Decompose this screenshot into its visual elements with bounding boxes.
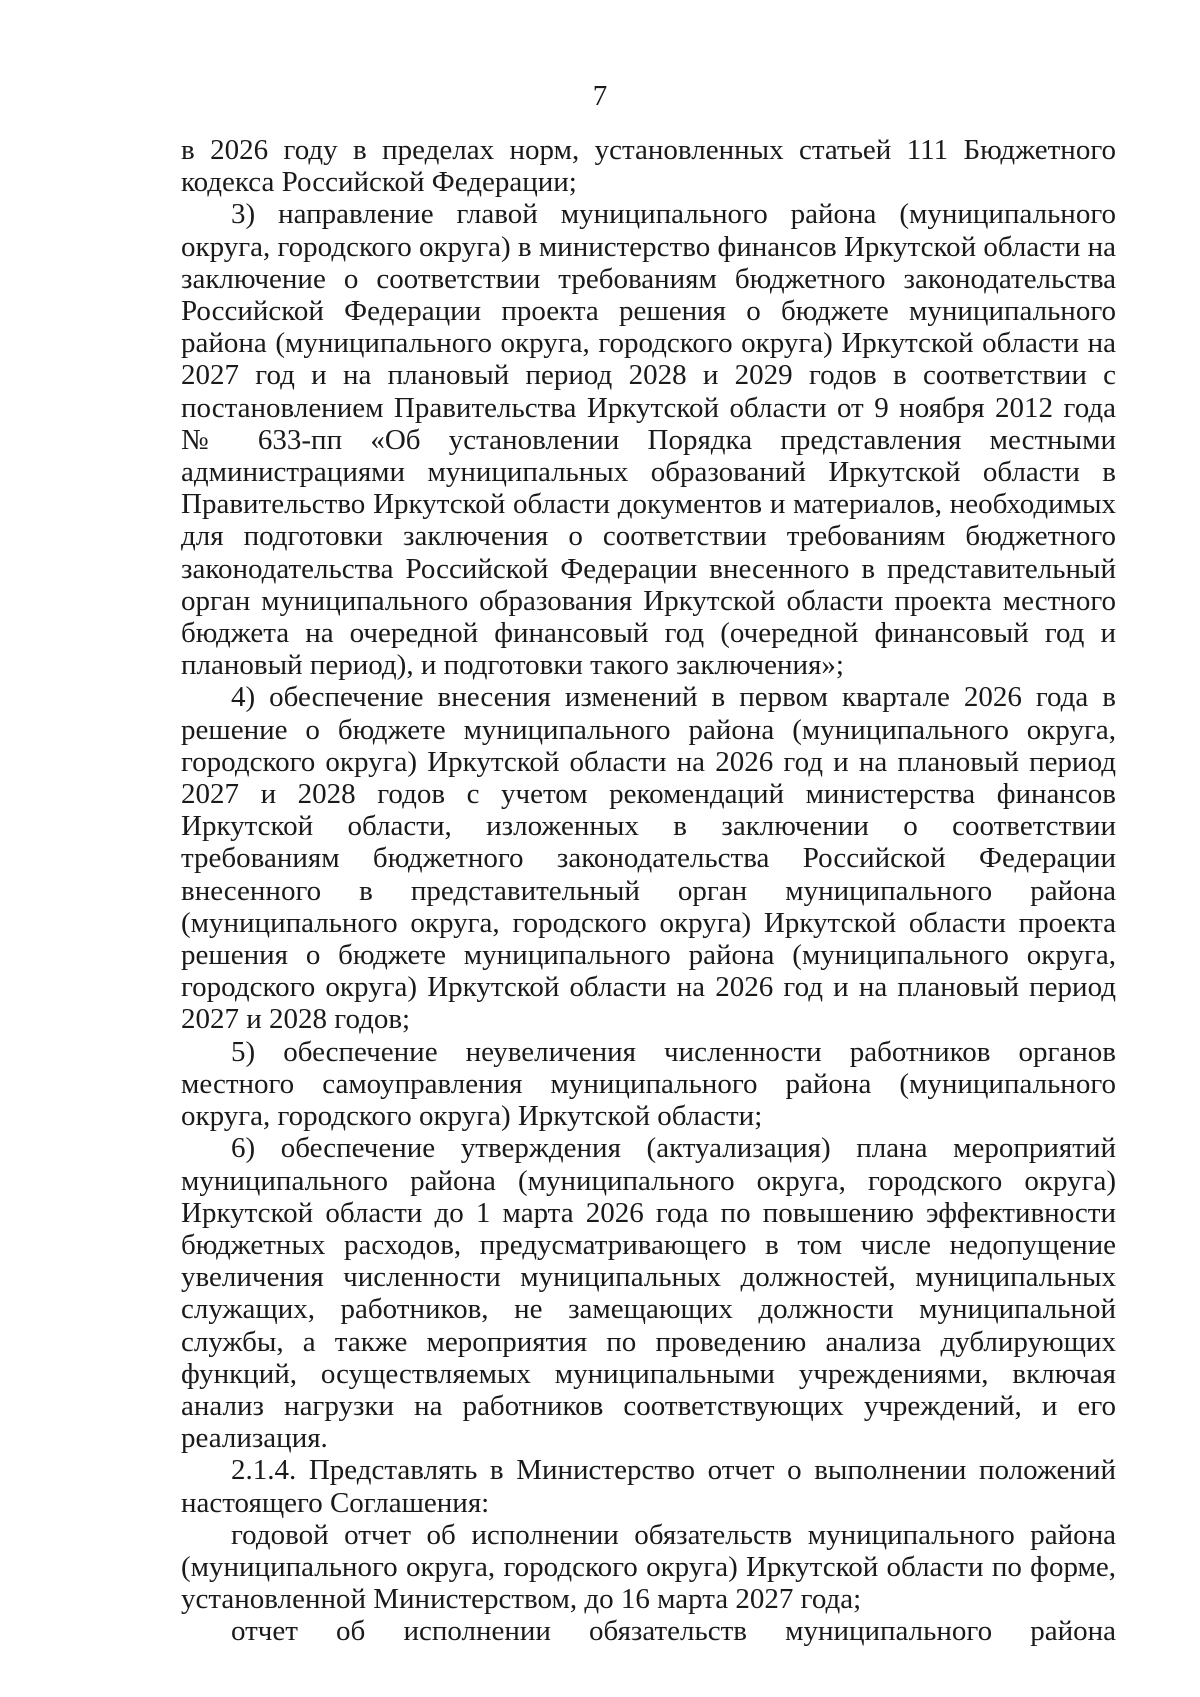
paragraph-annual-report: годовой отчет об исполнении обязательств муниципального района (муниципального округа, городского округа) Иркутской области по форме, установленной Министерством, до 16 марта 2027 года; <box>181 1518 1116 1616</box>
paragraph-2-1-4: 2.1.4. Представлять в Министерство отчет о выполнении положений настоящего Соглашения: <box>181 1454 1116 1519</box>
paragraph-item-5: 5) обеспечение неувеличения численности работников органов местного самоуправления муниципального района (муниципального округа, городского округа) Иркутской области; <box>181 1035 1116 1133</box>
paragraph-continuation: в 2026 году в пределах норм, установленных статьей 111 Бюджетного кодекса Российской Федерации; <box>181 134 1116 199</box>
document-body <box>181 134 1116 1648</box>
paragraph-item-4: 4) обеспечение внесения изменений в первом квартале 2026 года в решение о бюджете муниципального района (муниципального округа, городского округа) Иркутской области на 2026 год и на плановый период 2027 и 2028 годов с учетом рекомендаций министерства финансов Иркутской области, изложенных в заключении о соответствии требованиям бюджетного законодательства Российской Федерации внесенного в представительный орган муниципального района (муниципального округа, городского округа) Иркутской области проекта решения о бюджете муниципального района (муниципального округа, городского округа) Иркутской области на 2026 год и на плановый период 2027 и 2028 годов; <box>181 681 1116 1036</box>
paragraph-item-6: 6) обеспечение утверждения (актуализация) плана мероприятий муниципального района (муниципального округа, городского округа) Иркутской области до 1 марта 2026 года по повышению эффективности бюджетных расходов, предусматривающего в том числе недопущение увеличения численности муниципальных должностей, муниципальных служащих, работников, не замещающих должности муниципальной службы, а также мероприятия по проведению анализа дублирующих функций, осуществляемых муниципальными учреждениями, включая анализ нагрузки на работников соответствующих учреждений, и его реализация. <box>181 1132 1116 1455</box>
paragraph-item-3: 3) направление главой муниципального района (муниципального округа, городского округа) в министерство финансов Иркутской области на заключение о соответствии требованиям бюджетного законодательства Российской Федерации проекта решения о бюджете муниципального района (муниципального округа, городского округа) Иркутской области на 2027 год и на плановый период 2028 и 2029 годов в соответствии с постановлением Правительства Иркутской области от 9 ноября 2012 года № 633-пп «Об установлении Порядка представления местными администрациями муниципальных образований Иркутской области в Правительство Иркутской области документов и материалов, необходимых для подготовки заключения о соответствии требованиям бюджетного законодательства Российской Федерации внесенного в представительный орган муниципального образования Иркутской области проекта местного бюджета на очередной финансовый год (очередной финансовый год и плановый период), и подготовки такого заключения»; <box>181 198 1116 682</box>
page-number: 7 <box>592 80 608 112</box>
paragraph-report-continued: отчет об исполнении обязательств муниципального района <box>231 1615 1116 1648</box>
